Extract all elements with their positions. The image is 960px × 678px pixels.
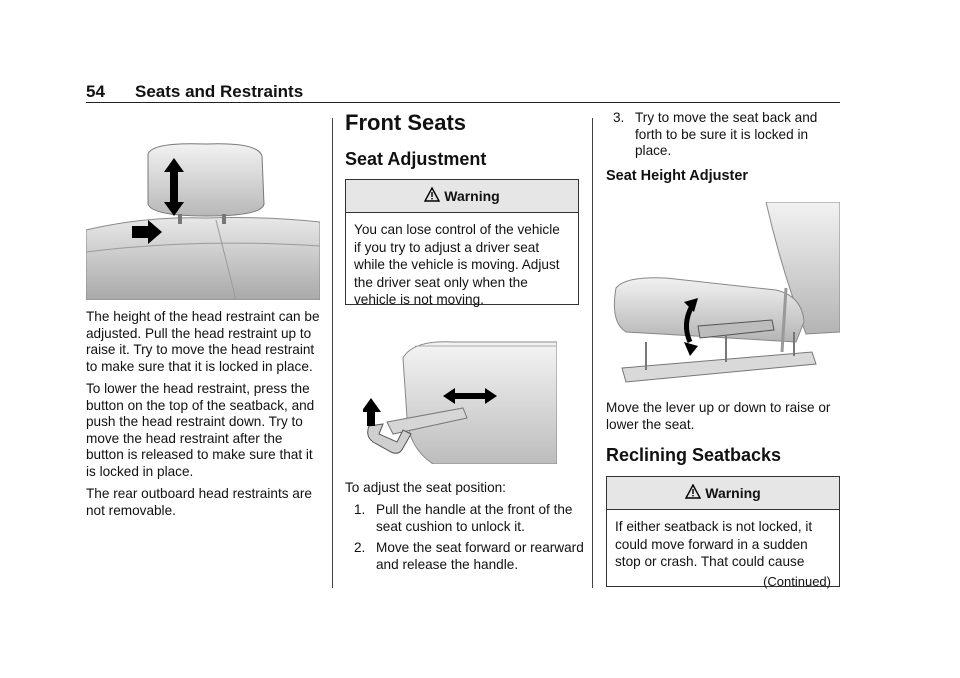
- heading-front-seats: Front Seats: [345, 110, 467, 135]
- page-number: 54: [86, 82, 105, 101]
- warning-label: Warning: [444, 188, 500, 204]
- heading-seat-adjustment: Seat Adjustment: [345, 149, 487, 169]
- warning-box: [345, 179, 579, 305]
- warning-text: You can lose control of the vehicle if you try to adjust a driver seat while the vehicle is moving. Adjust the driver seat only when the vehicle is not moving.: [354, 222, 560, 307]
- list-item: 1. Pull the handle at the front of the seat cushion to unlock it.: [354, 502, 573, 534]
- heading-reclining-seatbacks: Reclining Seatbacks: [606, 445, 782, 465]
- warning-triangle-icon: [424, 187, 440, 205]
- page-header: [86, 82, 840, 106]
- warning-label: Warning: [705, 485, 761, 501]
- warning-header: [607, 477, 839, 510]
- column-divider: [332, 118, 333, 588]
- paragraph: The height of the head restraint can be adjusted. Pull the head restraint up to raise it. Try to move the head restraint to make sure that it is locked in place.: [86, 309, 320, 374]
- seat-adjust-illustration: [363, 338, 557, 464]
- height-adjust-text: Move the lever up or down to raise or lower the seat.: [606, 400, 831, 432]
- header-rule: [86, 102, 840, 103]
- list-item: 3. Try to move the seat back and forth to be sure it is locked in place.: [613, 110, 818, 158]
- warning-triangle-icon: [685, 484, 701, 502]
- warning-text: If either seatback is not locked, it could move forward in a sudden stop or crash. That could cause: [615, 519, 813, 569]
- column-divider: [592, 118, 593, 588]
- paragraph: The rear outboard head restraints are not removable.: [86, 486, 312, 518]
- list-item: 2. Move the seat forward or rearward and release the handle.: [354, 540, 584, 572]
- col1-text: [86, 309, 320, 519]
- warning-box: [606, 476, 840, 587]
- heading-seat-height-adjuster: Seat Height Adjuster: [606, 168, 749, 184]
- seat-adjust-intro: To adjust the seat position:: [345, 480, 506, 495]
- head-restraint-illustration: [86, 142, 320, 300]
- paragraph: To lower the head restraint, press the button on the top of the seatback, and push the head restraint down. Try to move the head restraint after the button is released to make sure that it is locked in place.: [86, 381, 315, 479]
- continued-label: (Continued): [763, 573, 831, 589]
- seat-height-illustration: [606, 202, 840, 386]
- section-title: Seats and Restraints: [135, 82, 304, 101]
- warning-header: [346, 180, 578, 213]
